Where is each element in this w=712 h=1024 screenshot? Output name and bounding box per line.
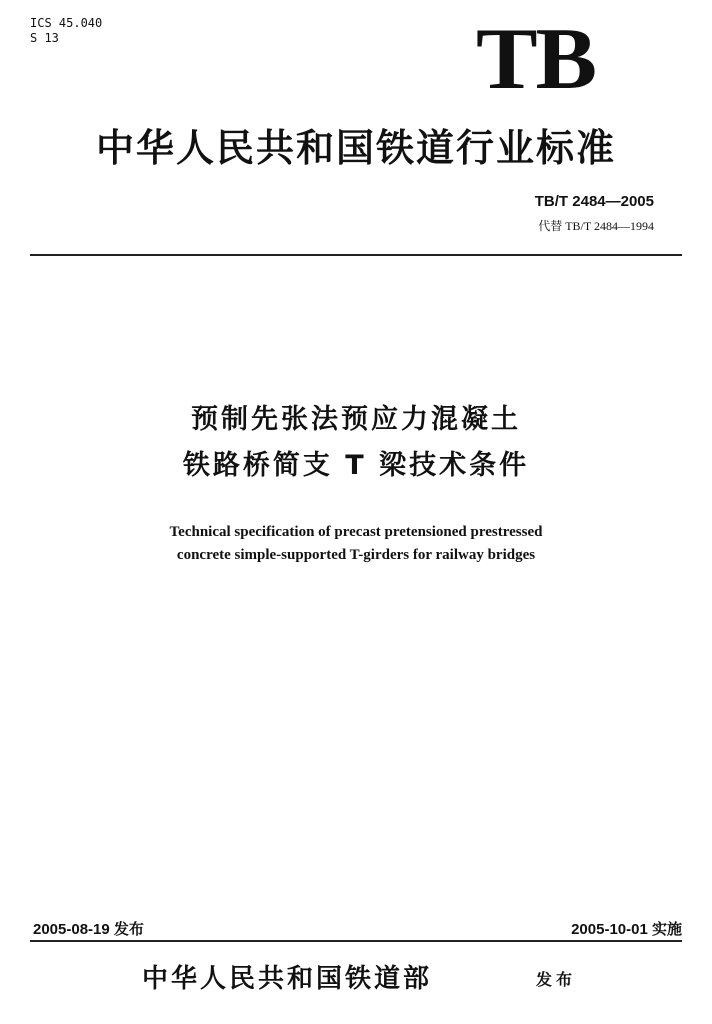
tb-logo: TB	[476, 11, 596, 108]
ics-code: ICS 45.040	[30, 16, 103, 30]
issue-label: 发布	[536, 970, 577, 989]
replaces-standard: 代替 TB/T 2484—1994	[538, 219, 654, 233]
bottom-divider	[30, 940, 682, 942]
english-title-line-1: Technical specification of precast pretensioned prestressed	[169, 524, 543, 540]
issuing-authority: 中华人民共和国铁道部	[142, 964, 433, 994]
classification-codes	[30, 16, 102, 46]
top-divider	[30, 254, 682, 256]
issue-date: 2005-08-19 发布	[33, 921, 144, 938]
class-code: S 13	[30, 31, 59, 45]
implementation-date: 2005-10-01 实施	[571, 921, 682, 938]
organization-title: 中华人民共和国铁道行业标准	[95, 125, 616, 170]
standard-number: TB/T 2484—2005	[534, 193, 654, 210]
chinese-title-line-1: 预制先张法预应力混凝土	[191, 404, 521, 435]
english-title-line-2: concrete simple-supported T-girders for railway bridges	[176, 547, 536, 563]
chinese-title-line-2: 铁路桥简支 T 梁技术条件	[182, 450, 530, 481]
